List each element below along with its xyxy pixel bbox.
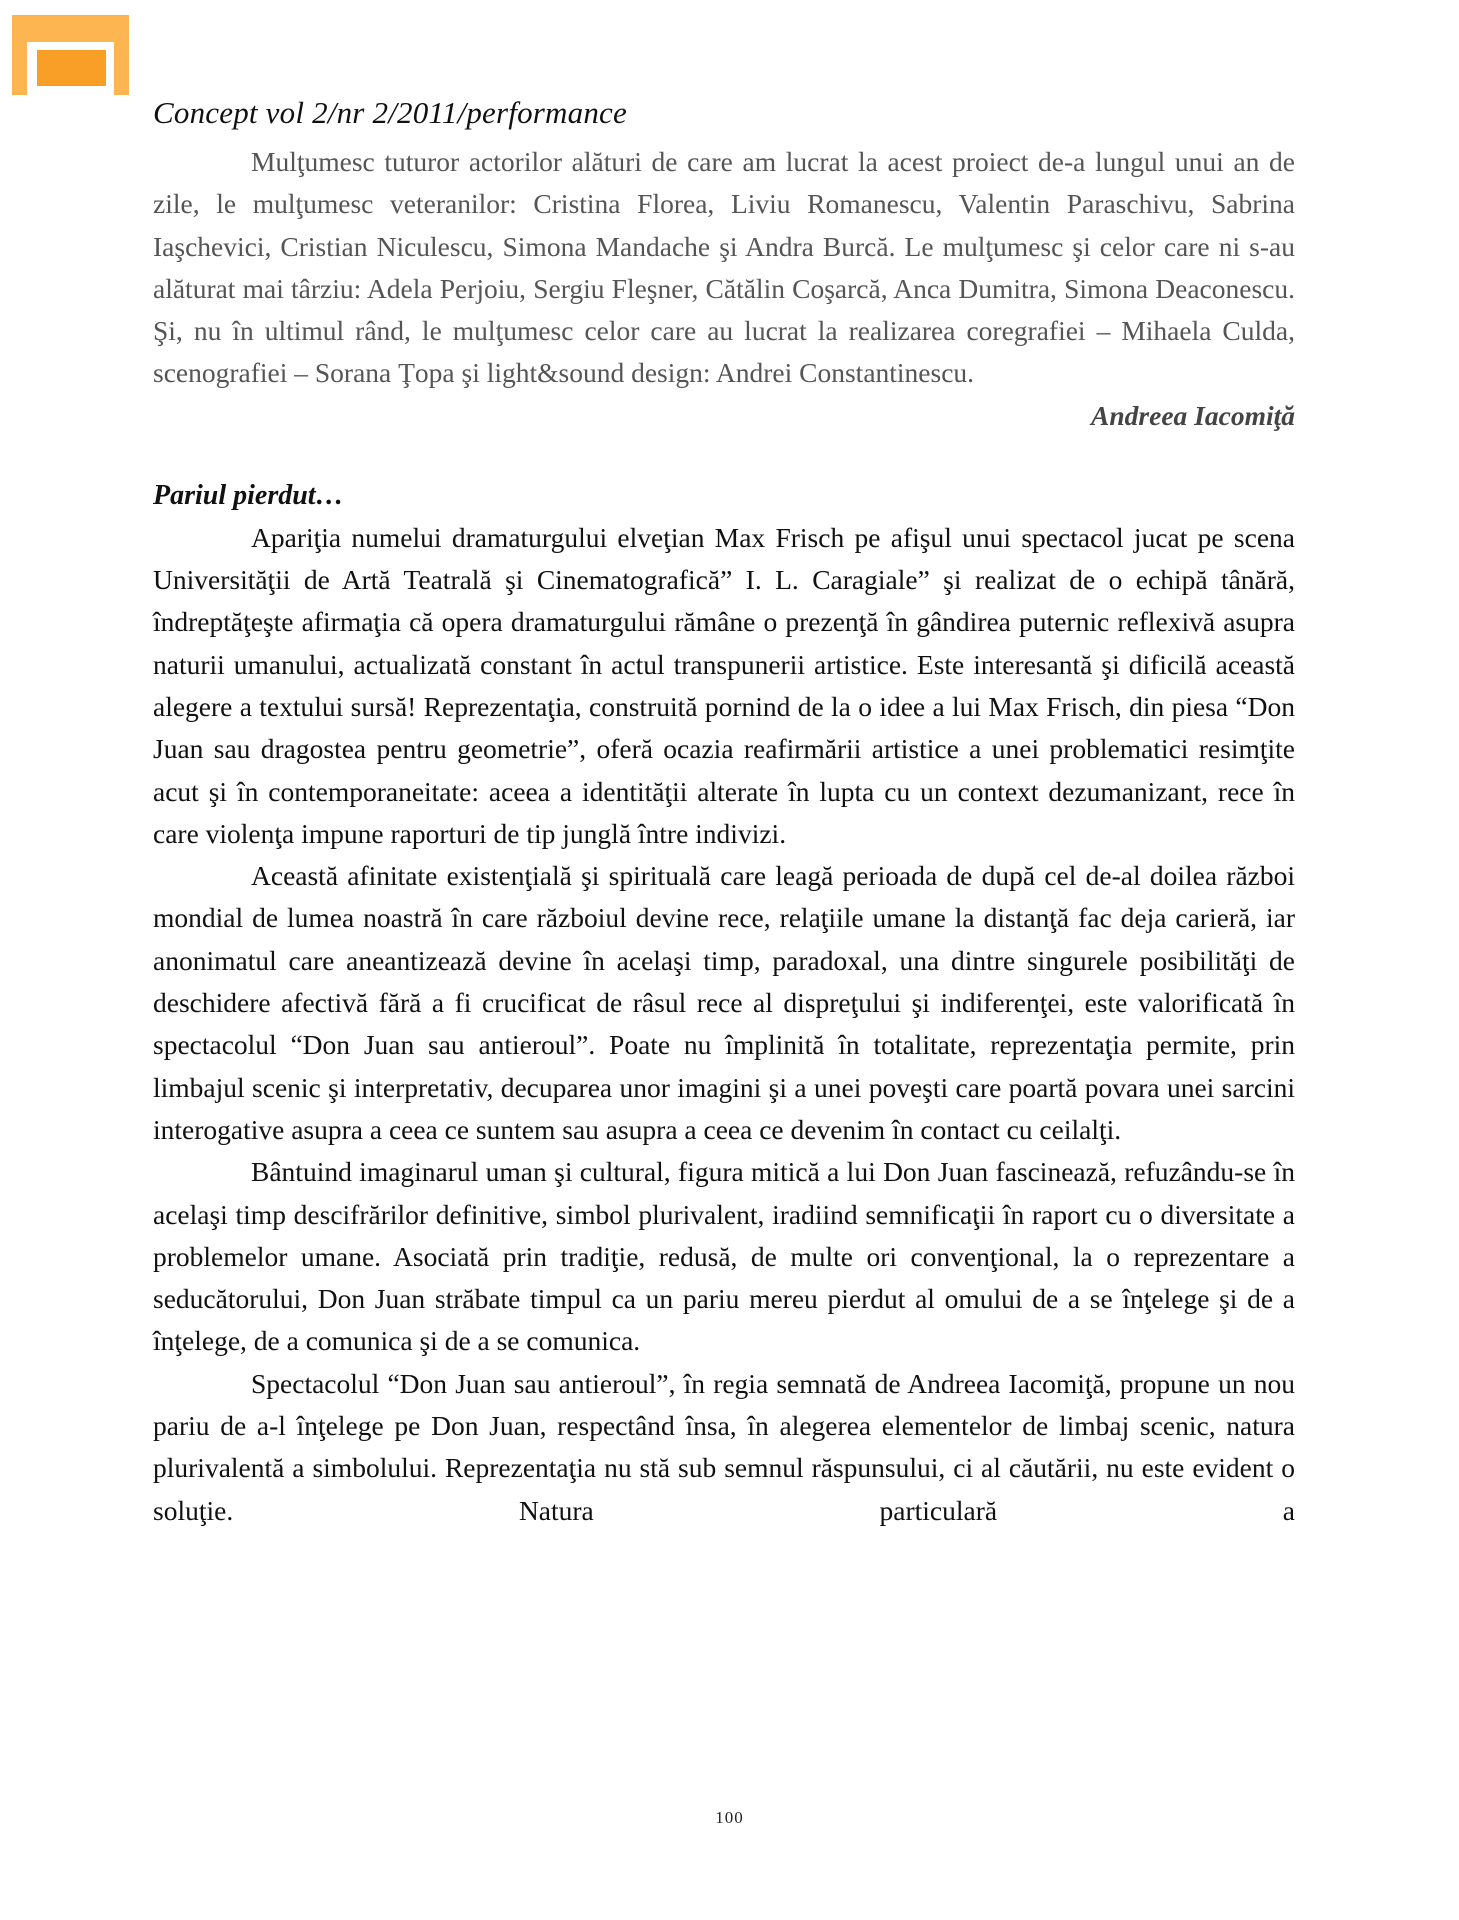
document-page bbox=[153, 93, 1295, 1532]
author-signature: Andreea Iacomiţă bbox=[1091, 399, 1295, 431]
page-number: 100 bbox=[715, 1808, 744, 1827]
logo-inner-block bbox=[37, 50, 106, 86]
journal-logo-icon bbox=[12, 15, 129, 95]
logo-outer-left bbox=[12, 15, 27, 95]
logo-outer-top bbox=[12, 15, 129, 42]
section-title: Pariul pierdut… bbox=[153, 479, 344, 511]
body-paragraph: Apariţia numelui dramaturgului elveţian Max Frisch pe afişul unui spectacol jucat pe scena Universităţii de Artă Teatrală şi Cinematografică” I. L. Caragiale” şi realizat de o echipă tânără, îndreptăţeşte afirmaţia că opera dramaturgului rămâne o prezenţă în gândirea puternic reflexivă asupra naturii umanului, actualizată constant în actul transpunerii artistice. Este interesantă şi dificilă această alegere a textului sursă! Reprezentaţia, construită pornind de la o idee a lui Max Frisch, din piesa “Don Juan sau dragostea pentru geometrie”, oferă ocazia reafirmării artistice a unei problematici resimţite acut şi în contemporaneitate: aceea a identităţii alterate în lupta cu un context dezumanizant, rece în care violenţa impune raporturi de tip junglă între indivizi. bbox=[153, 521, 1295, 849]
body-paragraph: Bântuind imaginarul uman şi cultural, figura mitică a lui Don Juan fascinează, refuzându-se în acelaşi timp descifrărilor definitive, simbol plurivalent, iradiind semnificaţii în raport cu o diversitate a problemelor umane. Asociată prin tradiţie, redusă, de multe ori convenţional, la o reprezentare a seducătorului, Don Juan străbate timpul ca un pariu mereu pierdut al omului de a se înţelege şi de a înţelege, de a comunica şi de a se comunica. bbox=[153, 1156, 1295, 1357]
body-paragraph: Această afinitate existenţială şi spirituală care leagă perioada de după cel de-al doilea război mondial de lumea noastră în care războiul devine rece, relaţiile umane la distanţă fac deja carieră, iar anonimatul care aneantizează devine în acelaşi timp, paradoxal, una dintre singurele posibilităţi de deschidere afectivă fără a fi crucificat de râsul rece al dispreţului şi indiferenţei, este valorificată în spectacolul “Don Juan sau antieroul”. Poate nu împlinită în totalitate, reprezentaţia permite, prin limbajul scenic şi interpretativ, decuparea unor imagini şi a unei poveşti care poartă povara unei sarcini interogative asupra a ceea ce suntem sau asupra a ceea ce devenim în contact cu ceilalţi. bbox=[153, 860, 1295, 1145]
acknowledgements-paragraph: Mulţumesc tuturor actorilor alături de care am lucrat la acest proiect de-a lungul unui an de zile, le mulţumesc veteranilor: Cristina Florea, Liviu Romanescu, Valentin Paraschivu, Sabrina Iaşchevici, Cristian Niculescu, Simona Mandache şi Andra Burcă. Le mulţumesc şi celor care ni s-au alăturat mai târziu: Adela Perjoiu, Sergiu Fleşner, Cătălin Coşarcă, Anca Dumitra, Simona Deaconescu. Şi, nu în ultimul rând, le mulţumesc celor care au lucrat la realizarea coregrafiei – Mihaela Culda, scenografiei – Sorana Ţopa şi light&sound design: Andrei Constantinescu. bbox=[153, 146, 1295, 389]
running-head: Concept vol 2/nr 2/2011/performance bbox=[153, 95, 627, 130]
body-paragraph: Spectacolul “Don Juan sau antieroul”, în regia semnată de Andreea Iacomiţă, propune un nou pariu de a-l înţelege pe Don Juan, respectând însa, în alegerea elementelor de limbaj scenic, natura plurivalentă a simbolului. Reprezentaţia nu stă sub semnul răspunsului, ci al căutării, nu este evident o soluţie. Natura particulară a bbox=[153, 1367, 1295, 1526]
logo-outer-right bbox=[114, 15, 129, 95]
